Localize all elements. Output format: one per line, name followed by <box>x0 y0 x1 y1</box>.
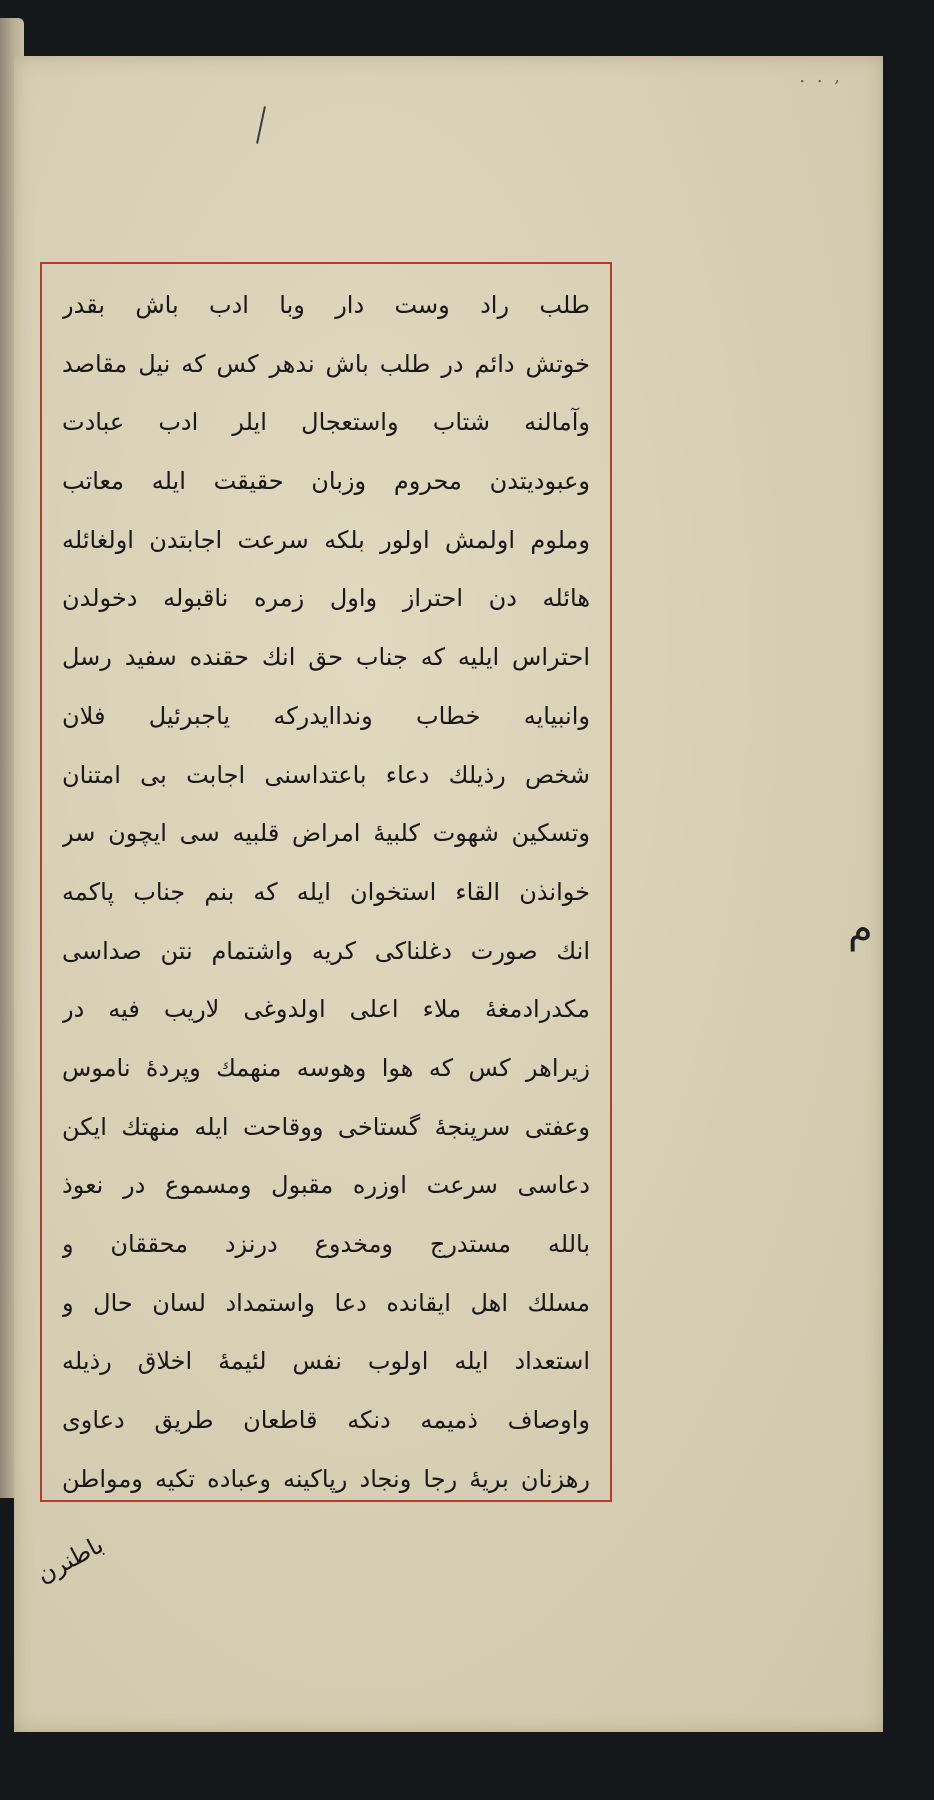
text-line: وملوم اولمش اولور بلکه سرعت اجابتدن اولغائله <box>62 525 590 554</box>
text-line: شخص رذیلك دعاء باعتداسنی اجابت بی امتنان <box>62 760 590 789</box>
folio-mark: . . , <box>799 66 843 87</box>
text-line: مسلك اهل ایقانده دعا واستمداد لسان حال و <box>62 1288 590 1317</box>
text-line: واوصاف ذمیمه دنکه قاطعان طریق دعاوی <box>62 1406 590 1435</box>
manuscript-page <box>14 56 883 1732</box>
text-line: بالله مستدرج ومخدوع درنزد محققان و <box>62 1230 590 1258</box>
text-line: وآمالنه شتاب واستعجال ایلر ادب عبادت <box>62 408 590 437</box>
text-line: انك صورت دغلناکی کریه واشتمام نتن صداسی <box>62 936 590 965</box>
text-line: رهزنان بریهٔ رجا ونجاد رپاکینه وعباده تکیه ومواطن <box>62 1464 590 1493</box>
text-line: استعداد ایله اولوب نفس لئیمهٔ اخلاق رذیله <box>62 1347 590 1376</box>
text-line: وعبودیتدن محروم وزبان حقیقت ایله معاتب <box>62 467 590 496</box>
text-line: خوانذن القاء استخوان ایله که بنم جناب پاکمه <box>62 877 590 906</box>
text-block <box>62 276 590 1508</box>
text-line: خوتش دائم در طلب باش ندهر کس که نیل مقاصد <box>62 349 590 378</box>
text-line: وتسکین شهوت کلبیهٔ امراض قلبیه سی ایچون سر <box>62 819 590 848</box>
text-line: وانبیایه خطاب ونداایدرکه یاجبرئیل فلان <box>62 701 590 730</box>
text-line: دعاسی سرعت اوزره مقبول ومسموع در نعوذ <box>62 1171 590 1200</box>
text-line: هائله دن احتراز واول زمره ناقبوله دخولدن <box>62 584 590 613</box>
catchword: باطنرن <box>32 1530 109 1589</box>
text-frame <box>40 262 612 1502</box>
margin-tick-mark <box>256 106 266 144</box>
text-line: زیراهر کس که هوا وهوسه منهمك وپردهٔ ناموس <box>62 1053 590 1082</box>
text-line: وعفتی سرپنجهٔ گستاخی ووقاحت ایله منهتك ایکن <box>62 1112 590 1141</box>
text-line: طلب راد وست دار وبا ادب باش بقدر <box>62 291 590 319</box>
text-line: مکدرادمغهٔ ملاء اعلی اولدوغی لاریب فیه در <box>62 995 590 1024</box>
marginal-letter: م <box>848 906 873 952</box>
text-line: احتراس ایلیه که جناب حق انك حقنده سفید رسل <box>62 643 590 672</box>
